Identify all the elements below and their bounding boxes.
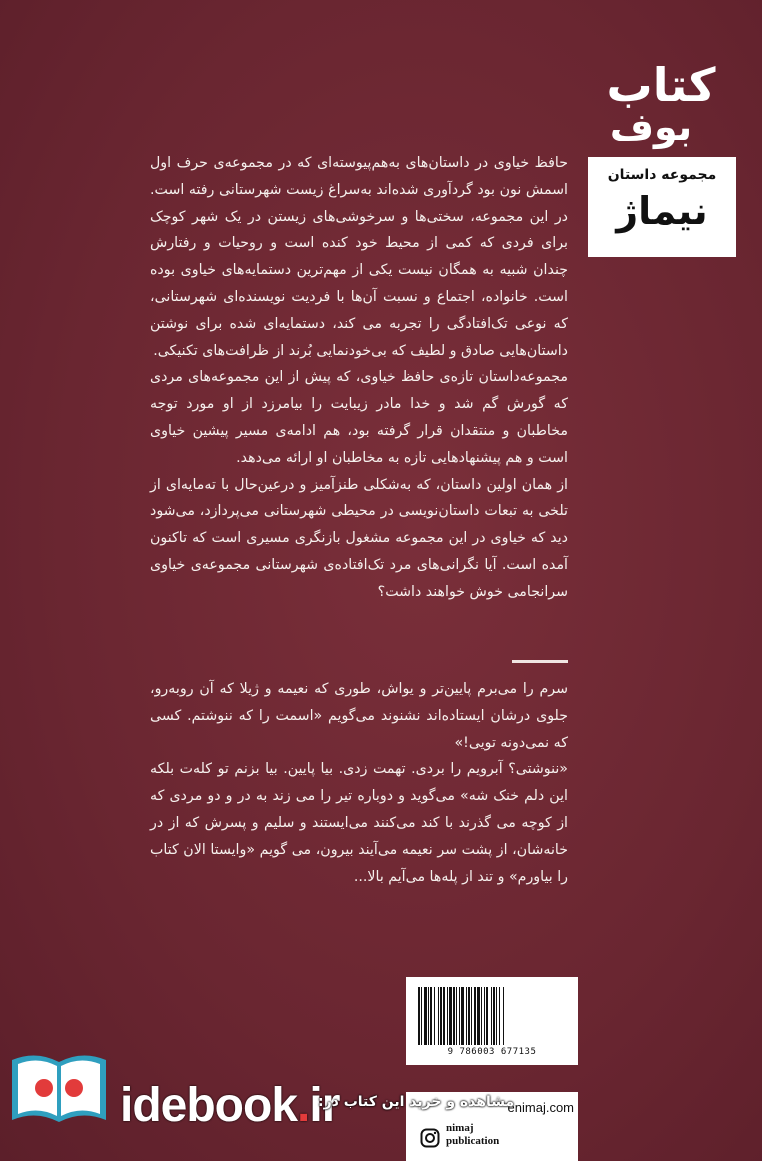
excerpt-paragraph-1: سرم را می‌برم پایین‌تر و یواش، طوری که نعیمه و ژیلا که آن روبه‌رو، جلوی درشان ایستاده‌اند نشنوند می‌گویم «اسمت را که ننوشتم. کسی که نمی‌دونه تویی!» bbox=[150, 681, 568, 751]
brand-prefix: idebook bbox=[120, 1079, 298, 1132]
open-book-icon bbox=[8, 1050, 110, 1132]
boof-logo bbox=[586, 58, 736, 154]
logo-line-2: بوف bbox=[609, 105, 693, 149]
publisher-url[interactable]: enimaj.com bbox=[507, 1100, 574, 1115]
story-excerpt bbox=[150, 676, 568, 890]
idebook-watermark bbox=[0, 1040, 560, 1161]
barcode-number: 9 786003 677135 bbox=[447, 1047, 537, 1057]
brand-suffix: ir bbox=[309, 1079, 340, 1132]
logo-line-1: کتاب bbox=[606, 58, 716, 112]
nimaj-logo: نیماژ bbox=[616, 189, 708, 233]
idebook-tagline: مشاهده و خرید این کتاب در: bbox=[318, 1094, 515, 1110]
blurb-paragraph-3: از همان اولین داستان، که به‌شکلی طنزآمیز و درعین‌حال با ته‌مایه‌ای از تلخی به تبعات داستان‌نویسی در محیطی شهرستانی می‌پردازد، می‌شود دید که خیاوی در این مجموعه مشغول بازنگری مسیری است که تاکنون آمده است. آیا نگرانی‌های مرد تک‌افتاده‌ی شهرستانی مجموعه‌ی خیاوی سرانجامی خوش خواهند داشت؟ bbox=[150, 476, 568, 600]
instagram-handle-line-2: publication bbox=[446, 1135, 500, 1147]
section-divider bbox=[512, 660, 568, 663]
brand-dot: . bbox=[297, 1079, 310, 1132]
series-badge bbox=[588, 157, 736, 257]
excerpt-paragraph-2: «ننوشتی؟ آبرویم را بردی. تهمت زدی. بیا پایین. بیا بزنم تو کله‌ت بلکه این دلم خنک شه» می‌گوید و دوباره تیر را می زند به در و دو مردی که از کوچه می گذرند با کند می‌کنند می‌ایستند و سلیم و پسرش که از در خانه‌شان، از پشت سر نعیمه می‌آیند بیرون، می گویم «وایستا الان کتاب را بیاورم» و تند از پله‌ها می‌آیم بالا... bbox=[150, 761, 568, 885]
instagram-handle-line-1: nimaj bbox=[446, 1122, 474, 1134]
blurb-paragraph-2: مجموعه‌داستان تازه‌ی حافظ خیاوی، که پیش از این مجموعه‌های مردی که گورش گم شد و خدا مادر زیبایت را بیامرزد از او مورد توجه مخاطبان و منتقدان قرار گرفته بود، هم ادامه‌ی مسیر پیشین خیاوی است و هم پیشنهادهایی تازه به مخاطبان او ارائه می‌دهد. bbox=[150, 369, 568, 466]
blurb-paragraph-1: حافظ خیاوی در داستان‌های به‌هم‌پیوسته‌ای که در مجموعه‌ی حرف اول اسمش نون بود گردآوری شده‌اند به‌سراغ زیست شهرستانی رفته است. در این مجموعه، سختی‌ها و سرخوشی‌های زیستن در یک شهر کوچک برای فردی که کمی از محیط خود کنده است و روحیات و رفتارش چندان شبیه به همگان نیست یکی از مهم‌ترین دستمایه‌های خیاوی بوده است. خانواده، اجتماع و نسبت آن‌ها با فردیت نویسنده‌ای شهرستانی، که نوعی تک‌افتادگی را تجربه می کند، دستمایه‌ای شده برای نوشتن داستان‌هایی صادق و لطیف که بی‌خودنمایی بُرند از ظرافت‌های تکنیکی. bbox=[150, 155, 568, 359]
series-label: مجموعه داستان bbox=[607, 167, 717, 183]
idebook-brand bbox=[120, 1078, 339, 1133]
back-cover-blurb bbox=[150, 150, 568, 606]
barcode-graphic bbox=[416, 987, 568, 1045]
